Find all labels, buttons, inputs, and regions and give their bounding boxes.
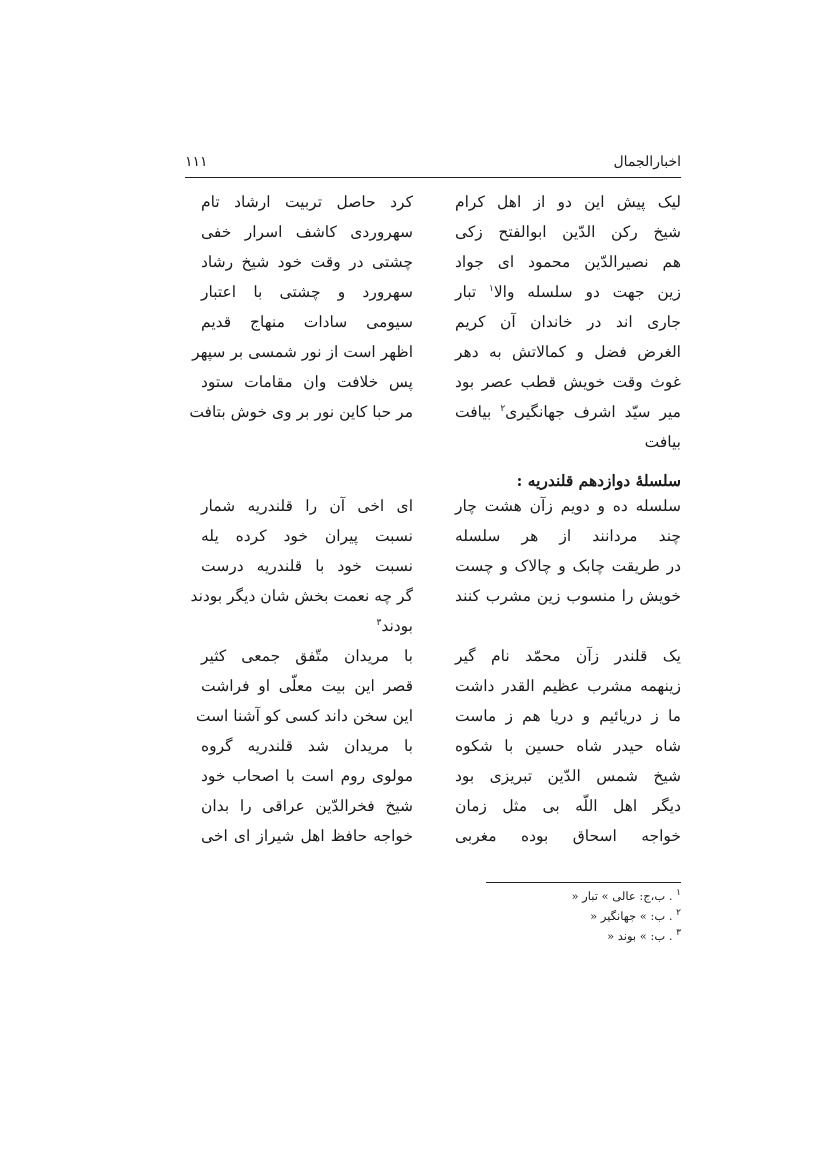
verse-line: سیومی سادات منهاج قدیم — [201, 313, 413, 331]
verse-line: بیافت — [644, 433, 681, 451]
verse-line: لیک پیش این دو از اهل کرام — [455, 193, 681, 211]
verse-line: در طریقت چابک و چالاک و چست — [455, 557, 681, 575]
verse-line: مر حبا کاین نور بر وی خوش بتافت — [189, 403, 413, 421]
verse-line: دیگر اهل اللّه بی مثل زمان — [455, 797, 681, 815]
verse-line: زینهمه مشرب عظیم القدر داشت — [455, 677, 681, 695]
block2-right-column — [455, 491, 681, 611]
verse-fragment: زین جهت دو سلسله والا — [493, 283, 681, 301]
footnote-number: ۲ — [676, 908, 681, 919]
verse-line: سهرورد و چشتی با اعتبار — [201, 283, 413, 301]
verse-fragment: بیافت — [455, 403, 492, 421]
verse-line: یک قلندر زآن محمّد نام گیر — [455, 647, 681, 665]
verse-line: شاه حیدر شاه حسین با شکوه — [455, 737, 681, 755]
verse-line: این سخن داند کسی کو آشنا است — [195, 707, 413, 725]
verse-line: ای اخی آن را قلندریه شمار — [201, 497, 413, 515]
verse-line: الغرض فضل و کمالاتش به دهر — [455, 343, 681, 361]
footnote-text: . ب: » جهانگیر « — [590, 909, 673, 923]
footnote-rule — [486, 882, 681, 883]
verse-line: خواجه حافظ اهل شیراز ای اخی — [201, 827, 413, 845]
verse-line: غوث وقت خویش قطب عصر بود — [455, 373, 681, 391]
verse-line: سهروردی کاشف اسرار خفی — [201, 223, 413, 241]
verse-fragment: بودند — [381, 617, 413, 635]
verse-line: نسبت خود با قلندریه درست — [201, 557, 413, 575]
verse-line: گر چه نعمت بخش شان دیگر بودند — [190, 587, 413, 605]
book-title: اخبارالجمال — [613, 154, 681, 170]
verse-line — [455, 397, 681, 427]
verse-line: با مریدان متّفق جمعی کثیر — [201, 647, 413, 665]
verse-line — [455, 277, 681, 307]
footnote-text: . ب: » بوند « — [607, 929, 673, 943]
header-rule — [185, 177, 681, 178]
footnote — [571, 886, 681, 906]
verse-line: سلسله ده و دویم زآن هشت چار — [455, 497, 681, 515]
verse-line: با مریدان شد قلندریه گروه — [201, 737, 413, 755]
footnote-marker: ۲ — [500, 403, 506, 414]
footnotes — [571, 886, 681, 946]
verse-fragment: میر سیّد اشرف جهانگیری — [505, 403, 681, 421]
verse-line: شیخ شمس الدّین تبریزی بود — [455, 767, 681, 785]
verse-line: کرد حاصل تربیت ارشاد تام — [201, 193, 413, 211]
verse-line: شیخ رکن الدّین ابوالفتح زکی — [455, 223, 681, 241]
footnote-marker: ۳ — [376, 617, 382, 628]
section-heading: سلسلهٔ دوازدهم قلندریه : — [516, 471, 681, 490]
verse-line: قصر این بیت معلّی او فراشت — [201, 677, 413, 695]
verse-line: اظهر است از نور شمسی بر سپهر — [192, 343, 413, 361]
footnote-number: ۱ — [676, 888, 681, 899]
verse-line: چند مردانند از هر سلسله — [455, 527, 681, 545]
footnote-marker: ۱ — [489, 283, 494, 294]
verse-line: ما ز دریائیم و دریا هم ز ماست — [455, 707, 681, 725]
verse-line: نسبت پیران خود کرده یله — [201, 527, 413, 545]
verse-line: چشتی در وقت خود شیخ رشاد — [201, 253, 413, 271]
footnote — [571, 906, 681, 926]
footnote-number: ۳ — [676, 928, 681, 939]
block3-right-column — [455, 641, 681, 851]
verse-line: پس خلافت وان مقامات ستود — [201, 373, 413, 391]
running-header — [185, 150, 681, 174]
verse-line: شیخ فخرالدّین عراقی را بدان — [201, 797, 413, 815]
block1-left-column — [189, 187, 413, 427]
footnote-text: . ب،ج: عالی » تبار « — [571, 889, 673, 903]
verse-line: جاری اند در خاندان آن کریم — [455, 313, 681, 331]
verse-fragment: تبار — [455, 283, 477, 301]
block1-right-column — [455, 187, 681, 457]
footnote — [571, 926, 681, 946]
verse-line: هم نصیرالدّین محمود ای جواد — [455, 253, 681, 271]
verse-line: خویش را منسوب زین مشرب کنند — [455, 587, 681, 605]
verse-line: خواجه اسحاق بوده مغربی — [455, 827, 681, 845]
page-number: ۱۱۱ — [185, 154, 208, 170]
verse-line: مولوی روم است با اصحاب خود — [201, 767, 413, 785]
verse-line — [201, 611, 413, 641]
block3-left-column — [195, 641, 413, 851]
block2-left-column — [190, 491, 413, 641]
